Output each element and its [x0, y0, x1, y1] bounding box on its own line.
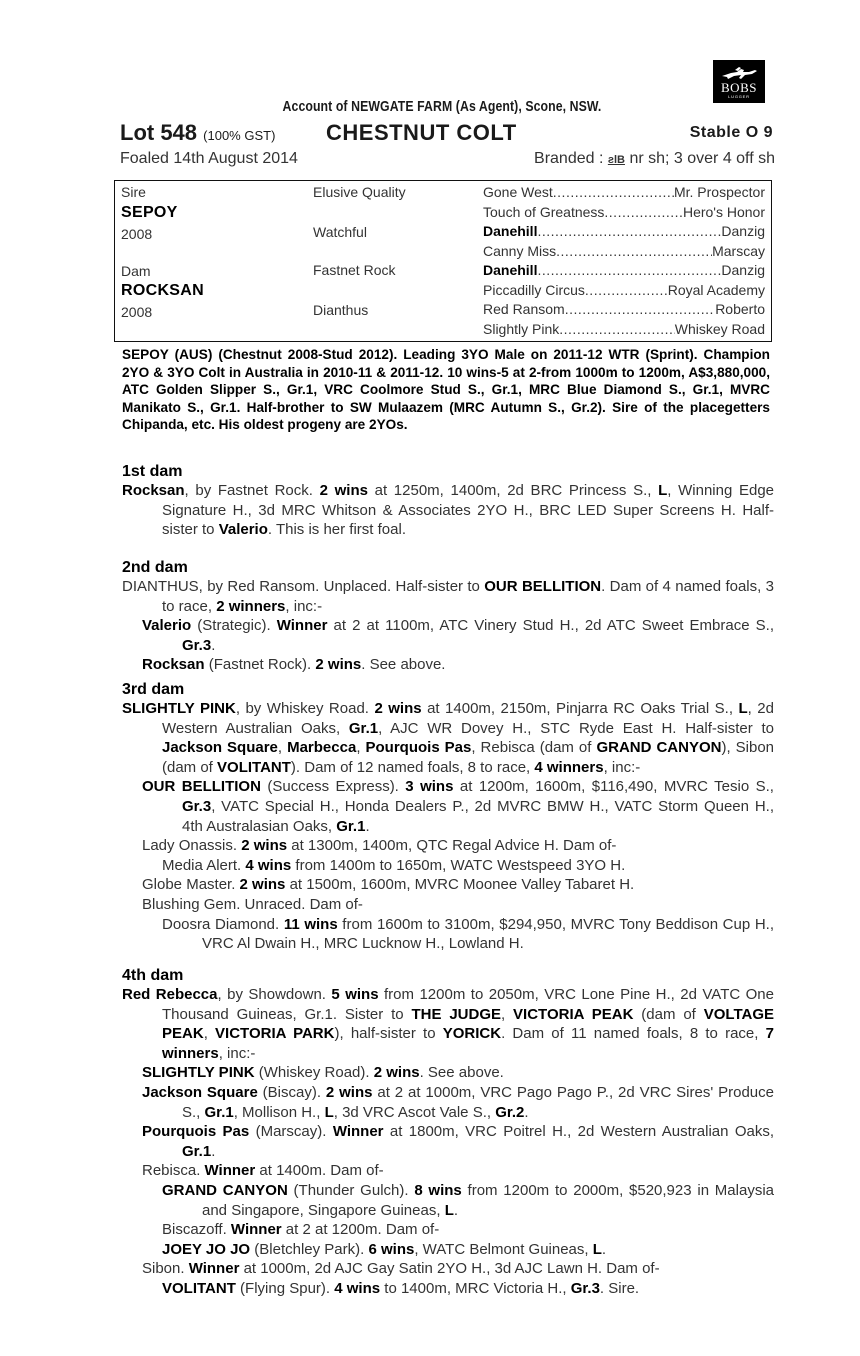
text-run: (Biscay).	[257, 1083, 326, 1101]
sire-label: Sire	[121, 184, 146, 200]
bold-highlight: VOLTAGE PEAK	[162, 1005, 774, 1043]
bold-highlight: Valerio	[218, 521, 268, 539]
text-run: ,	[356, 739, 366, 757]
pedigree-table	[114, 180, 772, 342]
progeny-entry	[122, 875, 774, 895]
bold-highlight: YORICK	[442, 1025, 502, 1043]
bold-highlight: Rocksan	[122, 482, 185, 499]
ancestor-sire: Royal Academy	[667, 281, 765, 298]
bold-highlight: 6 wins	[368, 1240, 415, 1258]
grand-progeny-entry	[122, 1279, 774, 1299]
bold-highlight: 2 winners	[216, 597, 286, 615]
text-run: (Bletchley Park).	[250, 1240, 369, 1258]
text-run: , VATC Special H., Honda Dealers P., 2d MVRC BMW H., VATC Storm Queen H., 4th Australasian Oaks,	[182, 797, 774, 835]
bold-highlight: Pourquois Pas	[142, 1123, 250, 1141]
text-run: Lady Onassis.	[142, 837, 242, 855]
ancestor-sire: Hero's Honor	[682, 203, 765, 220]
lot-number	[120, 120, 275, 146]
text-run: from 1200m to 2050m, VRC Lone Pine H., 2d VATC One Thousand Guineas, Gr.1. Sister to	[162, 986, 774, 1023]
text-run: at 2 at 1100m, ATC Vinery Stud H., 2d ATC Sweet Embrace S.,	[327, 617, 774, 635]
text-run: (Success Express).	[260, 778, 406, 796]
text-run: , inc:-	[603, 758, 641, 776]
text-run: , Rebisca (dam of	[471, 739, 597, 757]
branded-label: Branded :	[534, 150, 604, 167]
text-run: , 3d VRC Ascot Vale S.,	[333, 1103, 496, 1121]
ancestor-name: Touch of Greatness	[483, 203, 605, 220]
text-run: .	[524, 1103, 529, 1121]
progeny-entry	[122, 1122, 774, 1161]
progeny-entry	[122, 836, 774, 856]
bold-highlight: Red Rebecca	[122, 986, 218, 1003]
text-run: , Winning Edge Signature H., 3d MRC Whitson & Associates 2YO H., BRC LED Super Screens H. Half-sister to	[162, 482, 775, 539]
leader-dots	[559, 320, 674, 339]
dam-paragraph	[122, 699, 774, 777]
sire-name: SEPOY	[121, 204, 178, 221]
dam-paragraph	[122, 481, 774, 540]
section-heading: 1st dam	[122, 463, 183, 480]
foaled-date: Foaled 14th August 2014	[120, 150, 298, 167]
lot-line	[120, 120, 773, 148]
text-run: ,	[203, 1025, 216, 1043]
text-run: . Sire.	[599, 1279, 640, 1297]
bold-highlight: GRAND CANYON	[596, 739, 722, 757]
dam-paragraph	[112, 577, 774, 616]
bold-highlight: Pourquois Pas	[365, 739, 472, 757]
bold-highlight: Gr.3	[182, 797, 212, 815]
text-run: .	[365, 817, 370, 835]
great-grandparent-row	[483, 242, 765, 261]
text-run: , by Fastnet Rock.	[184, 482, 320, 499]
great-grandparent-row	[483, 203, 765, 222]
section-heading: 2nd dam	[122, 559, 188, 576]
bold-highlight: 4 wins	[245, 856, 292, 874]
text-run: at 1000m, 2d AJC Gay Satin 2YO H., 3d AJC Lawn H. Dam of-	[239, 1260, 660, 1278]
text-run: . Dam of 4 named foals, 3 to race,	[162, 578, 774, 615]
text-run: ). Dam of 12 named foals, 8 to race,	[290, 758, 535, 776]
bold-highlight: Valerio	[142, 617, 192, 635]
bold-highlight: Winner	[276, 617, 328, 635]
ancestor-name: Red Ransom	[483, 301, 565, 317]
bold-highlight: L	[658, 482, 668, 499]
bold-highlight: Gr.1	[336, 817, 366, 835]
text-run: ,	[501, 1005, 514, 1023]
bold-highlight: OUR BELLITION	[484, 578, 602, 595]
ancestor-name: Slightly Pink	[483, 320, 560, 337]
bold-highlight: SLIGHTLY PINK	[122, 700, 236, 717]
text-run: , by Showdown.	[217, 986, 332, 1003]
progeny-entry	[122, 616, 774, 655]
bold-highlight: Gr.1	[204, 1103, 234, 1121]
text-run: at 1500m, 1600m, MVRC Moonee Valley Tabaret H.	[285, 876, 635, 894]
text-run: (Thunder Gulch).	[287, 1181, 415, 1199]
text-run: . This is her first foal.	[267, 521, 406, 539]
leader-dots	[604, 203, 683, 222]
text-run: from 1400m to 1650m, WATC Westspeed 3YO H.	[291, 856, 626, 874]
bold-highlight: Gr.2	[495, 1103, 525, 1121]
text-run: .	[601, 1240, 607, 1258]
text-run: , Mollison H.,	[233, 1103, 325, 1121]
progeny-entry	[122, 1083, 774, 1122]
text-run: to 1400m, MRC Victoria H.,	[380, 1279, 571, 1297]
ancestor-name: Danehill	[483, 223, 538, 239]
bold-highlight: Jackson Square	[142, 1083, 258, 1101]
brand-mark-icon: ƨlB	[607, 154, 625, 166]
text-run: (Flying Spur).	[235, 1279, 335, 1297]
text-run: , 2d Western Australian Oaks,	[162, 700, 774, 737]
bold-highlight: Jackson Square	[162, 739, 278, 757]
bold-highlight: SLIGHTLY PINK	[142, 1064, 255, 1082]
text-run: , WATC Belmont Guineas,	[414, 1240, 593, 1258]
bold-highlight: Winner	[204, 1162, 256, 1180]
bold-highlight: 11 wins	[283, 915, 338, 933]
text-run: ), Sibon (dam of	[162, 739, 775, 776]
dam-paragraph	[122, 985, 774, 1063]
text-run: at 1400m, 2150m, Pinjarra RC Oaks Trial S.,	[421, 700, 739, 717]
bold-highlight: 5 wins	[331, 986, 379, 1003]
leader-dots	[553, 183, 674, 202]
text-run: .	[453, 1201, 459, 1219]
great-grandparent-row	[483, 183, 765, 202]
bold-highlight: Gr.3	[182, 636, 212, 654]
bold-highlight: Rocksan	[142, 656, 205, 674]
bold-highlight: L	[592, 1240, 602, 1258]
text-run: at 1800m, VRC Poitrel H., 2d Western Australian Oaks,	[383, 1123, 775, 1141]
bold-highlight: 4 winners	[534, 758, 604, 776]
dam-sire: Fastnet Rock	[313, 262, 396, 278]
bold-highlight: L	[738, 700, 748, 717]
text-run: (Fastnet Rock).	[204, 656, 316, 674]
ancestor-sire: Danzig	[721, 223, 765, 239]
text-run: (Strategic).	[191, 617, 277, 635]
great-grandparent-row	[483, 281, 765, 300]
grand-progeny-entry	[122, 856, 774, 876]
bold-highlight: VICTORIA PARK	[215, 1025, 335, 1043]
bold-highlight: VOLITANT	[162, 1279, 236, 1297]
bold-highlight: 8 wins	[414, 1181, 462, 1199]
gst-note: (100% GST)	[203, 128, 276, 143]
text-run: Rebisca.	[142, 1162, 205, 1180]
dam-dam: Dianthus	[313, 302, 369, 318]
leader-dots	[585, 281, 668, 300]
bold-highlight: L	[444, 1201, 454, 1219]
progeny-entry	[122, 1259, 774, 1279]
great-grandparent-row	[483, 300, 765, 319]
text-run: , AJC WR Dovey H., STC Ryde East H. Half-sister to	[378, 719, 774, 737]
sire-summary: SEPOY (AUS) (Chestnut 2008-Stud 2012). Leading 3YO Male on 2011-12 WTR (Sprint). Champion 2YO & 3YO Colt in Australia in 2010-11 & 2011-12. 10 wins-5 at 2-from 1000m to 1200m, A$3,880,000, ATC Golden Slipper S., Gr.1, VRC Coolmore Stud S., Gr.1, MRC Blue Diamond S., Gr.1, MVRC Manikato S., Gr.1. Half-brother to SW Mulaazem (MRC Autumn S., Gr.2). Sire of the placegetters Chipanda, etc. His oldest progeny are 2YOs.	[122, 347, 770, 432]
ancestor-sire: Roberto	[715, 301, 765, 317]
logo-text: BOBS	[721, 80, 757, 95]
text-run: Blushing Gem. Unraced. Dam of-	[142, 895, 363, 913]
leader-dots	[556, 242, 712, 261]
bold-highlight: 2 wins	[319, 482, 368, 499]
bold-highlight: 3 wins	[405, 778, 454, 796]
first-dam-section	[122, 462, 774, 540]
bold-highlight: 2 wins	[373, 1064, 420, 1082]
bold-highlight: L	[324, 1103, 334, 1121]
grand-progeny-entry	[122, 1240, 774, 1260]
bold-highlight: 7 winners	[162, 1025, 774, 1062]
bold-highlight: Marbecca	[287, 739, 357, 757]
ancestor-name: Canny Miss	[483, 242, 557, 259]
brand-info	[534, 150, 775, 168]
section-heading: 4th dam	[122, 967, 184, 984]
text-run: Sibon.	[142, 1260, 189, 1278]
second-dam-section	[122, 558, 774, 675]
text-run: at 2 at 1000m, VRC Pago Pago P., 2d VRC Sires' Produce S.,	[182, 1083, 774, 1121]
bold-highlight: Gr.1	[182, 1142, 212, 1160]
bold-highlight: 2 wins	[374, 700, 422, 717]
text-run: . See above.	[361, 656, 446, 674]
bold-highlight: JOEY JO JO	[162, 1240, 251, 1258]
brand-description: nr sh; 3 over 4 off sh	[629, 150, 775, 167]
bold-highlight: OUR BELLITION	[142, 778, 261, 796]
third-dam-section	[122, 680, 774, 954]
bold-highlight: Gr.3	[570, 1279, 600, 1297]
section-heading: 3rd dam	[122, 681, 185, 698]
great-grandparent-row	[483, 320, 765, 339]
logo-subtext: LUGGER	[728, 94, 750, 99]
ancestor-name: Gone West	[483, 184, 553, 200]
dam-name: ROCKSAN	[121, 282, 204, 299]
text-run: . Dam of 11 named foals, 8 to race,	[501, 1025, 766, 1043]
bold-highlight: Winner	[332, 1123, 384, 1141]
bold-highlight: VICTORIA PEAK	[513, 1005, 634, 1023]
text-run: ,	[277, 739, 288, 757]
progeny-entry	[122, 777, 774, 836]
text-run: at 2 at 1200m. Dam of-	[281, 1221, 440, 1239]
ancestor-sire: Danzig	[721, 262, 765, 278]
ancestor-name: Piccadilly Circus	[483, 281, 585, 298]
text-run: , inc:-	[218, 1044, 256, 1062]
text-run: Doosra Diamond.	[162, 915, 284, 933]
text-run: from 1200m to 2000m, $520,923 in Malaysia and Singapore, Singapore Guineas,	[202, 1181, 774, 1219]
bold-highlight: VOLITANT	[217, 758, 291, 776]
text-run: from 1600m to 3100m, $294,950, MVRC Tony Beddison Cup H., VRC Al Dwain H., MRC Lucknow H., Lowland H.	[202, 915, 774, 953]
great-grandparent-row	[483, 261, 765, 280]
bobs-lugger-logo	[713, 60, 765, 103]
ancestor-sire: Mr. Prospector	[673, 184, 765, 200]
lot-label: Lot 548	[120, 120, 198, 145]
text-run: DIANTHUS, by Red Ransom. Unplaced. Half-sister to	[122, 578, 485, 595]
bold-highlight: Winner	[188, 1260, 240, 1278]
grand-progeny-entry	[122, 1181, 774, 1220]
leader-dots	[565, 300, 715, 319]
bold-highlight: 2 wins	[239, 876, 286, 894]
sire-dam: Watchful	[313, 224, 367, 240]
text-run: .	[211, 1142, 216, 1160]
text-run: Media Alert.	[162, 856, 246, 874]
text-run: at 1400m. Dam of-	[255, 1162, 384, 1180]
progeny-entry	[122, 1220, 774, 1240]
horse-description: CHESTNUT COLT	[326, 120, 517, 145]
text-run: (dam of	[633, 1005, 704, 1023]
bold-highlight: THE JUDGE	[411, 1005, 501, 1023]
text-run: at 1250m, 1400m, 2d BRC Princess S.,	[367, 482, 659, 499]
text-run: . See above.	[419, 1064, 504, 1082]
ancestor-sire: Marscay	[712, 242, 765, 259]
bold-highlight: 2 wins	[241, 837, 288, 855]
text-run: (Whiskey Road).	[254, 1064, 374, 1082]
dam-year: 2008	[121, 304, 153, 320]
vendor-account: Account of NEWGATE FARM (As Agent), Scone, NSW.	[282, 98, 602, 115]
bold-highlight: 2 wins	[325, 1083, 373, 1101]
sire-sire: Elusive Quality	[313, 184, 406, 200]
text-run: , by Whiskey Road.	[235, 700, 375, 717]
fourth-dam-section	[122, 966, 774, 1299]
great-grandparent-row	[483, 222, 765, 241]
text-run: at 1200m, 1600m, $116,490, MVRC Tesio S.,	[453, 778, 774, 796]
text-run: , inc:-	[285, 597, 323, 615]
progeny-entry	[122, 1161, 774, 1181]
ancestor-sire: Whiskey Road	[674, 320, 765, 337]
bold-highlight: Gr.1	[348, 719, 379, 737]
text-run: Biscazoff.	[162, 1221, 231, 1239]
grand-progeny-entry	[122, 915, 774, 954]
leader-dots	[537, 222, 721, 241]
progeny-entry	[122, 655, 774, 675]
progeny-entry	[122, 895, 774, 915]
bold-highlight: 2 wins	[315, 656, 362, 674]
bold-highlight: GRAND CANYON	[162, 1181, 288, 1199]
text-run: .	[211, 636, 216, 654]
text-run: (Marscay).	[249, 1123, 333, 1141]
bold-highlight: 4 wins	[334, 1279, 381, 1297]
text-run: at 1300m, 1400m, QTC Regal Advice H. Dam of-	[287, 837, 617, 855]
progeny-entry	[122, 1063, 774, 1083]
text-run: Globe Master.	[142, 876, 240, 894]
stable-location: Stable O 9	[689, 124, 773, 141]
ancestor-name: Danehill	[483, 262, 538, 278]
dam-label: Dam	[121, 263, 151, 279]
bold-highlight: Winner	[230, 1221, 282, 1239]
sire-year: 2008	[121, 226, 153, 242]
text-run: ), half-sister to	[334, 1025, 443, 1043]
leader-dots	[537, 261, 721, 280]
